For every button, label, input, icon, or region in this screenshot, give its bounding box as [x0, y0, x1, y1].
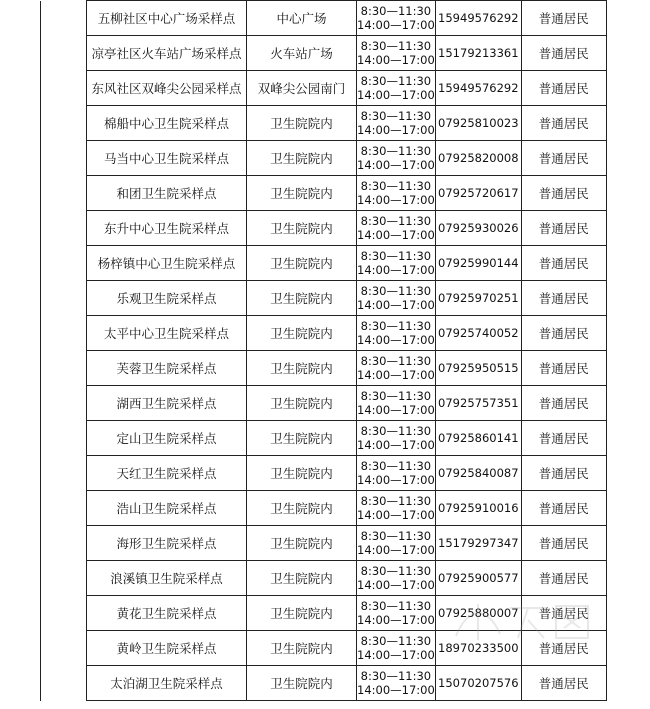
morning-hours: 8:30—11:30 — [360, 389, 432, 403]
location-cell: 中心广场 — [247, 1, 357, 36]
blank-cell — [41, 281, 87, 316]
hours-cell — [357, 351, 436, 386]
phone-cell: 07925810023 — [435, 106, 521, 141]
morning-hours: 8:30—11:30 — [360, 669, 432, 683]
afternoon-hours: 14:00—17:00 — [357, 508, 435, 522]
site-name-cell: 乐观卫生院采样点 — [87, 281, 247, 316]
afternoon-hours: 14:00—17:00 — [357, 18, 435, 32]
site-name-cell: 杨梓镇中心卫生院采样点 — [87, 246, 247, 281]
location-cell: 卫生院院内 — [247, 631, 357, 666]
location-cell: 卫生院院内 — [247, 491, 357, 526]
hours-cell — [357, 316, 436, 351]
hours-cell — [357, 71, 436, 106]
afternoon-hours: 14:00—17:00 — [357, 613, 435, 627]
phone-cell: 07925930026 — [435, 211, 521, 246]
hours-cell — [357, 1, 436, 36]
hours-cell — [357, 631, 436, 666]
site-name-cell: 天红卫生院采样点 — [87, 456, 247, 491]
site-name-cell: 浪溪镇卫生院采样点 — [87, 561, 247, 596]
site-name-cell: 棉船中心卫生院采样点 — [87, 106, 247, 141]
morning-hours: 8:30—11:30 — [360, 144, 432, 158]
hours-cell — [357, 246, 436, 281]
afternoon-hours: 14:00—17:00 — [357, 53, 435, 67]
table-row — [41, 421, 607, 456]
afternoon-hours: 14:00—17:00 — [357, 123, 435, 137]
site-name-cell: 和团卫生院采样点 — [87, 176, 247, 211]
site-name-cell: 太平中心卫生院采样点 — [87, 316, 247, 351]
site-name-cell: 马当中心卫生院采样点 — [87, 141, 247, 176]
blank-cell — [41, 561, 87, 596]
phone-cell: 07925950515 — [435, 351, 521, 386]
morning-hours: 8:30—11:30 — [360, 4, 432, 18]
afternoon-hours: 14:00—17:00 — [357, 193, 435, 207]
hours-cell — [357, 491, 436, 526]
morning-hours: 8:30—11:30 — [360, 599, 432, 613]
site-name-cell: 湖西卫生院采样点 — [87, 386, 247, 421]
hours-cell — [357, 211, 436, 246]
table-row — [41, 596, 607, 631]
target-group-cell: 普通居民 — [521, 141, 606, 176]
target-group-cell: 普通居民 — [521, 421, 606, 456]
table-row — [41, 526, 607, 561]
blank-cell — [41, 71, 87, 106]
afternoon-hours: 14:00—17:00 — [357, 88, 435, 102]
table-row — [41, 351, 607, 386]
afternoon-hours: 14:00—17:00 — [357, 473, 435, 487]
location-cell: 卫生院院内 — [247, 456, 357, 491]
hours-cell — [357, 666, 436, 701]
site-name-cell: 五柳社区中心广场采样点 — [87, 1, 247, 36]
afternoon-hours: 14:00—17:00 — [357, 578, 435, 592]
morning-hours: 8:30—11:30 — [360, 249, 432, 263]
site-name-cell: 太泊湖卫生院采样点 — [87, 666, 247, 701]
table-row — [41, 561, 607, 596]
location-cell: 卫生院院内 — [247, 141, 357, 176]
blank-cell — [41, 596, 87, 631]
location-cell: 卫生院院内 — [247, 561, 357, 596]
hours-cell — [357, 36, 436, 71]
location-cell: 卫生院院内 — [247, 386, 357, 421]
hours-cell — [357, 386, 436, 421]
target-group-cell: 普通居民 — [521, 36, 606, 71]
table-body — [41, 1, 607, 701]
hours-cell — [357, 421, 436, 456]
hours-cell — [357, 596, 436, 631]
table-row — [41, 281, 607, 316]
phone-cell: 07925757351 — [435, 386, 521, 421]
hours-cell — [357, 561, 436, 596]
target-group-cell: 普通居民 — [521, 351, 606, 386]
site-name-cell: 凉亭社区火车站广场采样点 — [87, 36, 247, 71]
target-group-cell: 普通居民 — [521, 561, 606, 596]
table-row — [41, 491, 607, 526]
sampling-sites-table-container — [40, 0, 607, 701]
location-cell: 卫生院院内 — [247, 526, 357, 561]
afternoon-hours: 14:00—17:00 — [357, 333, 435, 347]
location-cell: 卫生院院内 — [247, 666, 357, 701]
morning-hours: 8:30—11:30 — [360, 494, 432, 508]
phone-cell: 15949576292 — [435, 71, 521, 106]
location-cell: 卫生院院内 — [247, 351, 357, 386]
blank-cell — [41, 491, 87, 526]
morning-hours: 8:30—11:30 — [360, 74, 432, 88]
morning-hours: 8:30—11:30 — [360, 319, 432, 333]
morning-hours: 8:30—11:30 — [360, 109, 432, 123]
location-cell: 双峰尖公园南门 — [247, 71, 357, 106]
site-name-cell: 海形卫生院采样点 — [87, 526, 247, 561]
hours-cell — [357, 176, 436, 211]
phone-cell: 07925820008 — [435, 141, 521, 176]
blank-cell — [41, 106, 87, 141]
phone-cell: 15070207576 — [435, 666, 521, 701]
target-group-cell: 普通居民 — [521, 106, 606, 141]
target-group-cell: 普通居民 — [521, 596, 606, 631]
afternoon-hours: 14:00—17:00 — [357, 158, 435, 172]
target-group-cell: 普通居民 — [521, 456, 606, 491]
location-cell: 火车站广场 — [247, 36, 357, 71]
target-group-cell: 普通居民 — [521, 526, 606, 561]
phone-cell: 07925720617 — [435, 176, 521, 211]
blank-cell — [41, 421, 87, 456]
phone-cell: 07925970251 — [435, 281, 521, 316]
table-row — [41, 211, 607, 246]
afternoon-hours: 14:00—17:00 — [357, 648, 435, 662]
target-group-cell: 普通居民 — [521, 631, 606, 666]
phone-cell: 15179297347 — [435, 526, 521, 561]
blank-cell — [41, 526, 87, 561]
blank-cell — [41, 246, 87, 281]
blank-cell — [41, 631, 87, 666]
phone-cell: 15949576292 — [435, 1, 521, 36]
afternoon-hours: 14:00—17:00 — [357, 543, 435, 557]
morning-hours: 8:30—11:30 — [360, 459, 432, 473]
morning-hours: 8:30—11:30 — [360, 284, 432, 298]
morning-hours: 8:30—11:30 — [360, 214, 432, 228]
blank-cell — [41, 141, 87, 176]
target-group-cell: 普通居民 — [521, 316, 606, 351]
blank-cell — [41, 666, 87, 701]
blank-cell — [41, 351, 87, 386]
table-row — [41, 71, 607, 106]
location-cell: 卫生院院内 — [247, 316, 357, 351]
phone-cell: 07925840087 — [435, 456, 521, 491]
hours-cell — [357, 141, 436, 176]
morning-hours: 8:30—11:30 — [360, 634, 432, 648]
site-name-cell: 东风社区双峰尖公园采样点 — [87, 71, 247, 106]
phone-cell: 18970233500 — [435, 631, 521, 666]
morning-hours: 8:30—11:30 — [360, 424, 432, 438]
phone-cell: 07925900577 — [435, 561, 521, 596]
table-row — [41, 36, 607, 71]
site-name-cell: 浩山卫生院采样点 — [87, 491, 247, 526]
table-row — [41, 106, 607, 141]
phone-cell: 15179213361 — [435, 36, 521, 71]
location-cell: 卫生院院内 — [247, 596, 357, 631]
phone-cell: 07925910016 — [435, 491, 521, 526]
morning-hours: 8:30—11:30 — [360, 564, 432, 578]
blank-cell — [41, 211, 87, 246]
target-group-cell: 普通居民 — [521, 1, 606, 36]
location-cell: 卫生院院内 — [247, 106, 357, 141]
afternoon-hours: 14:00—17:00 — [357, 368, 435, 382]
target-group-cell: 普通居民 — [521, 246, 606, 281]
table-row — [41, 386, 607, 421]
phone-cell: 07925740052 — [435, 316, 521, 351]
target-group-cell: 普通居民 — [521, 491, 606, 526]
target-group-cell: 普通居民 — [521, 176, 606, 211]
morning-hours: 8:30—11:30 — [360, 39, 432, 53]
site-name-cell: 黄花卫生院采样点 — [87, 596, 247, 631]
table-row — [41, 631, 607, 666]
morning-hours: 8:30—11:30 — [360, 179, 432, 193]
morning-hours: 8:30—11:30 — [360, 354, 432, 368]
target-group-cell: 普通居民 — [521, 386, 606, 421]
target-group-cell: 普通居民 — [521, 211, 606, 246]
hours-cell — [357, 526, 436, 561]
table-row — [41, 1, 607, 36]
blank-cell — [41, 176, 87, 211]
location-cell: 卫生院院内 — [247, 176, 357, 211]
blank-cell — [41, 456, 87, 491]
table-row — [41, 456, 607, 491]
hours-cell — [357, 456, 436, 491]
afternoon-hours: 14:00—17:00 — [357, 263, 435, 277]
location-cell: 卫生院院内 — [247, 246, 357, 281]
table-row — [41, 141, 607, 176]
target-group-cell: 普通居民 — [521, 281, 606, 316]
site-name-cell: 定山卫生院采样点 — [87, 421, 247, 456]
table-row — [41, 246, 607, 281]
site-name-cell: 黄岭卫生院采样点 — [87, 631, 247, 666]
afternoon-hours: 14:00—17:00 — [357, 228, 435, 242]
hours-cell — [357, 106, 436, 141]
blank-cell — [41, 1, 87, 36]
blank-cell — [41, 386, 87, 421]
site-name-cell: 芙蓉卫生院采样点 — [87, 351, 247, 386]
hours-cell — [357, 281, 436, 316]
table-row — [41, 176, 607, 211]
blank-cell — [41, 36, 87, 71]
location-cell: 卫生院院内 — [247, 281, 357, 316]
blank-cell — [41, 316, 87, 351]
location-cell: 卫生院院内 — [247, 421, 357, 456]
phone-cell: 07925990144 — [435, 246, 521, 281]
site-name-cell: 东升中心卫生院采样点 — [87, 211, 247, 246]
phone-cell: 07925880007 — [435, 596, 521, 631]
location-cell: 卫生院院内 — [247, 211, 357, 246]
morning-hours: 8:30—11:30 — [360, 529, 432, 543]
target-group-cell: 普通居民 — [521, 666, 606, 701]
afternoon-hours: 14:00—17:00 — [357, 438, 435, 452]
afternoon-hours: 14:00—17:00 — [357, 683, 435, 697]
target-group-cell: 普通居民 — [521, 71, 606, 106]
afternoon-hours: 14:00—17:00 — [357, 298, 435, 312]
afternoon-hours: 14:00—17:00 — [357, 403, 435, 417]
phone-cell: 07925860141 — [435, 421, 521, 456]
sampling-sites-table — [40, 0, 607, 701]
table-row — [41, 316, 607, 351]
table-row — [41, 666, 607, 701]
